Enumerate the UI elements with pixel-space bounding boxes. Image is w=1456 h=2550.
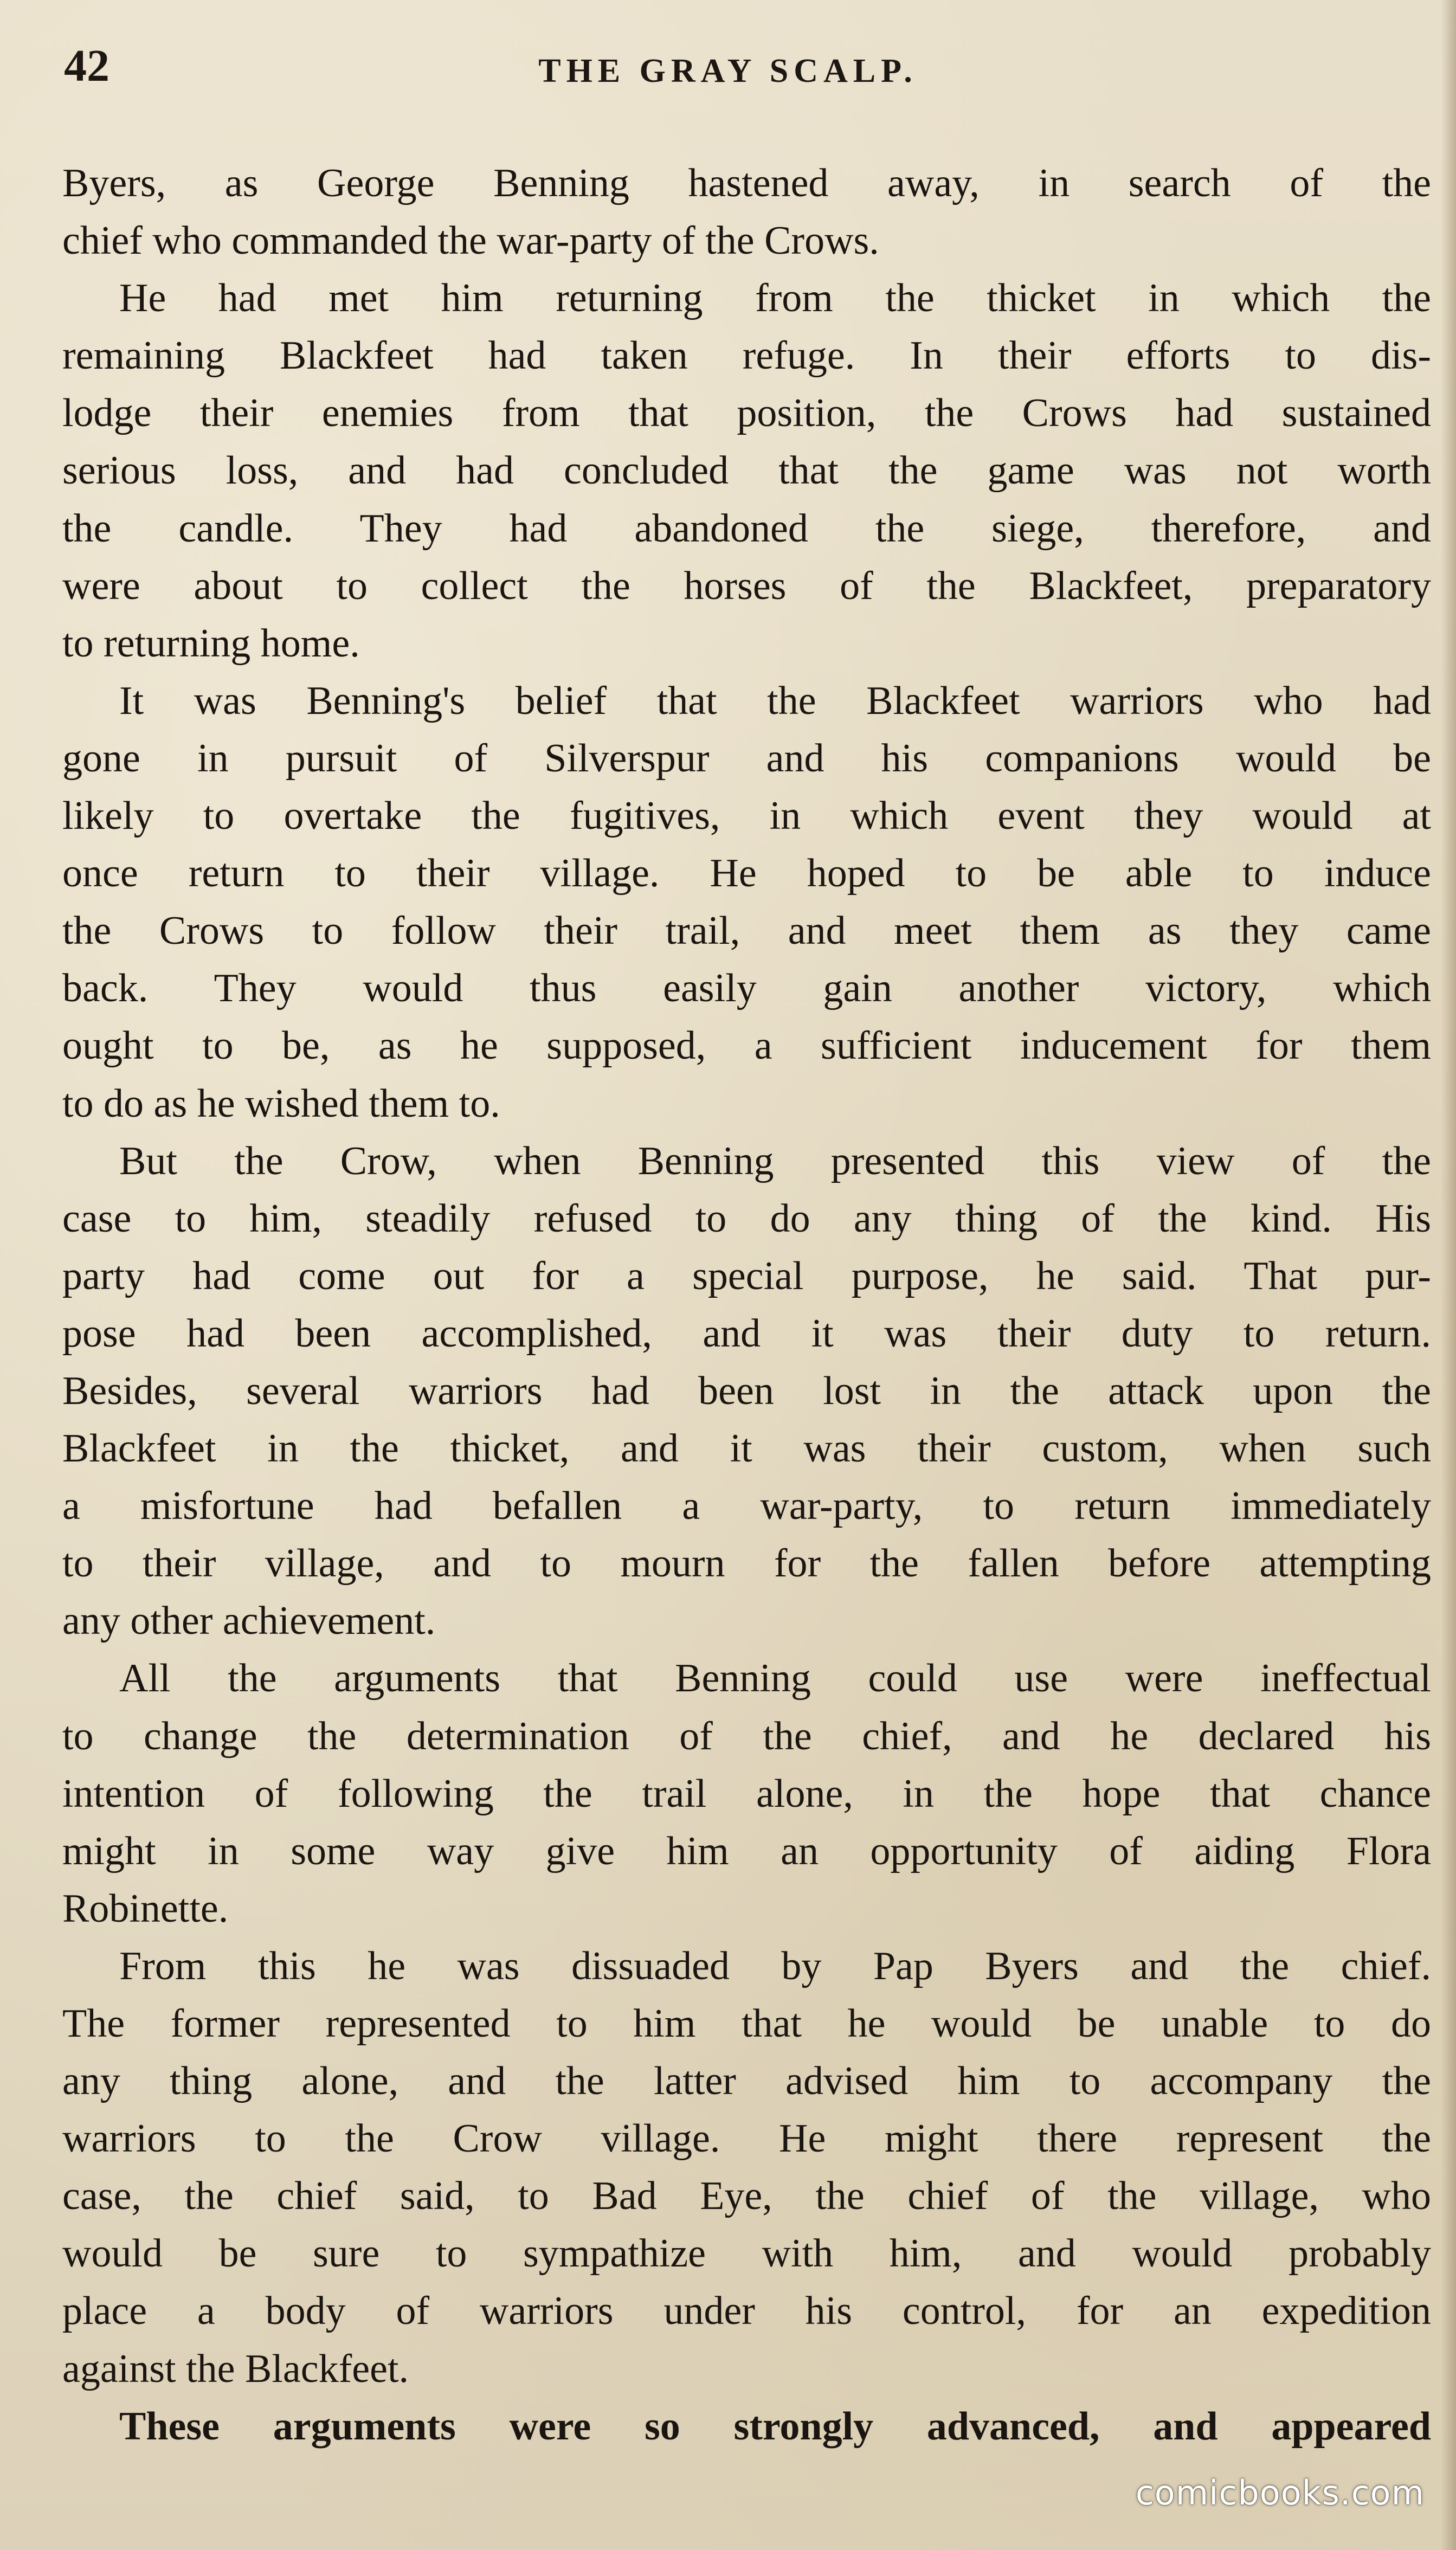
text-line: But the Crow, when Benning presented this view of the <box>119 1138 1431 1183</box>
text-line: a misfortune had befallen a war-party, to return immediately <box>62 1484 1431 1529</box>
text-line: party had come out for a special purpose, he said. That pur- <box>62 1253 1431 1298</box>
running-title: THE GRAY SCALP. <box>538 53 918 89</box>
body-text <box>62 154 1431 2455</box>
text-line: All the arguments that Benning could use were ineffectual <box>119 1656 1431 1701</box>
text-line: any other achievement. <box>62 1599 436 1644</box>
text-line: once return to their village. He hoped to be able to induce <box>62 851 1431 896</box>
text-line: would be sure to sympathize with him, and would probably <box>62 2231 1431 2276</box>
text-line: intention of following the trail alone, in the hope that chance <box>62 1771 1431 1816</box>
page-number: 42 <box>64 41 109 91</box>
text-line: The former represented to him that he would be unable to do <box>62 2001 1431 2046</box>
text-line: were about to collect the horses of the Blackfeet, preparatory <box>62 563 1431 608</box>
text-line: to returning home. <box>62 621 360 666</box>
watermark: comicbooks.com <box>1135 2473 1425 2513</box>
text-line: Robinette. <box>62 1886 229 1931</box>
text-line: the candle. They had abandoned the siege, therefore, and <box>62 506 1431 551</box>
text-line: Byers, as George Benning hastened away, in search of the <box>62 161 1431 205</box>
text-line: warriors to the Crow village. He might there represent the <box>62 2116 1431 2161</box>
text-line: to do as he wished them to. <box>62 1081 500 1126</box>
text-line: case, the chief said, to Bad Eye, the chief of the village, who <box>62 2174 1431 2219</box>
text-line: gone in pursuit of Silverspur and his companions would be <box>62 736 1431 781</box>
text-line: chief who commanded the war-party of the Crows. <box>62 218 879 263</box>
text-line: He had met him returning from the thicket in which the <box>119 276 1431 321</box>
page-edge-shadow <box>1441 0 1456 2550</box>
text-line: ought to be, as he supposed, a sufficient inducement for them <box>62 1023 1431 1068</box>
text-line: remaining Blackfeet had taken refuge. In their efforts to dis- <box>62 333 1431 378</box>
text-line: back. They would thus easily gain another victory, which <box>62 966 1431 1011</box>
text-line: might in some way give him an opportunity of aiding Flora <box>62 1828 1431 1873</box>
text-line: These arguments were so strongly advanced, and appeared <box>119 2404 1431 2449</box>
text-line: Blackfeet in the thicket, and it was their custom, when such <box>62 1426 1431 1471</box>
text-line: likely to overtake the fugitives, in which event they would at <box>62 794 1431 839</box>
text-line: to their village, and to mourn for the fallen before attempting <box>62 1541 1431 1586</box>
running-head <box>0 33 1456 108</box>
text-line: From this he was dissuaded by Pap Byers and the chief. <box>119 1943 1431 1988</box>
text-line: against the Blackfeet. <box>62 2346 409 2391</box>
text-line: It was Benning's belief that the Blackfeet warriors who had <box>119 678 1431 723</box>
text-line: lodge their enemies from that position, the Crows had sustained <box>62 391 1431 436</box>
text-line: pose had been accomplished, and it was their duty to return. <box>62 1311 1431 1356</box>
text-line: the Crows to follow their trail, and meet them as they came <box>62 909 1431 954</box>
text-line: to change the determination of the chief, and he declared his <box>62 1714 1431 1759</box>
text-line: place a body of warriors under his control, for an expedition <box>62 2289 1431 2334</box>
text-line: case to him, steadily refused to do any thing of the kind. His <box>62 1196 1431 1241</box>
text-line: any thing alone, and the latter advised him to accompany the <box>62 2059 1431 2104</box>
text-line: Besides, several warriors had been lost in the attack upon the <box>62 1368 1431 1413</box>
text-line: serious loss, and had concluded that the game was not worth <box>62 448 1431 493</box>
